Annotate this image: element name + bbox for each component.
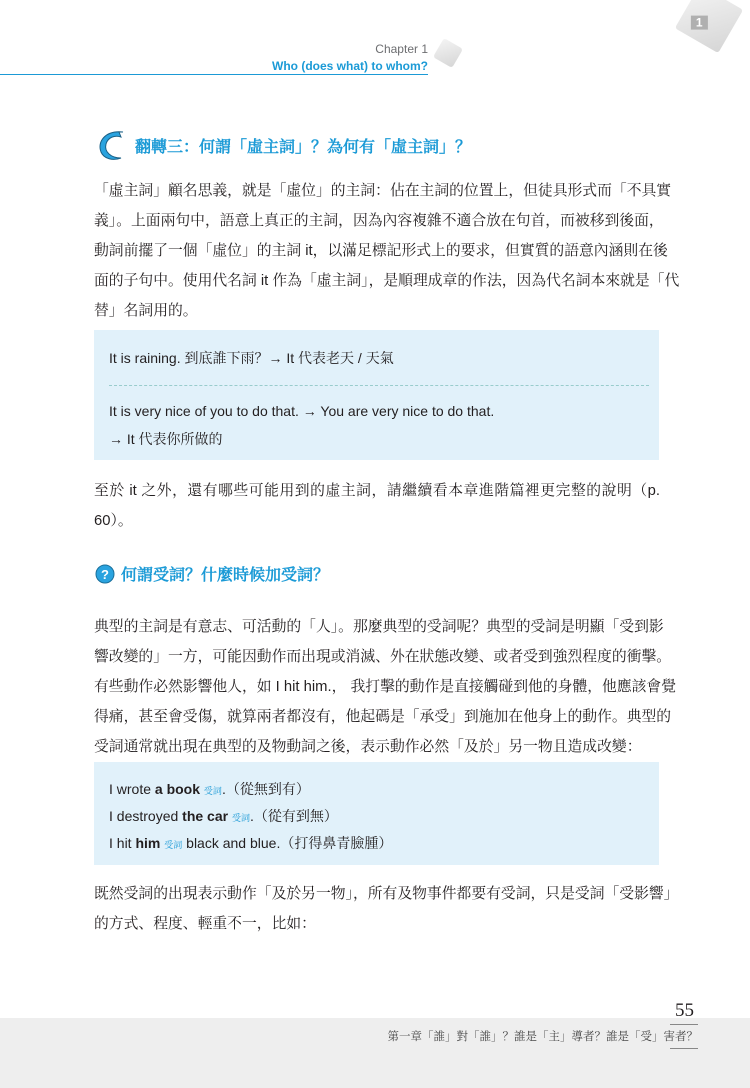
text-line: 至於 it 之外，還有哪些可能用到的虛主詞，請繼續看本章進階篇裡更完整的說明（p. (94, 483, 660, 499)
text-line: 得痛，甚至會受傷，就算兩者都沒有，他起碼是「承受」到施加在他身上的動作。典型的 (94, 709, 672, 725)
example-line: I wrote a book 受詞.（從無到有） (109, 781, 310, 797)
paragraph (94, 612, 677, 762)
footer-rule (670, 1024, 698, 1025)
text-line: 既然受詞的出現表示動作「及於另一物」，所有及物事件都要有受詞，只是受詞「受影響」 (94, 886, 679, 902)
chapter-tab-cube (675, 0, 743, 53)
chapter-tab-number: 1 (691, 16, 708, 30)
text-line: 動詞前擺了一個「虛位」的主詞 it，以滿足標記形式上的要求，但實質的語意內涵則在後 (94, 243, 668, 259)
footer-rule (670, 1048, 698, 1049)
section-heading-2 (95, 562, 329, 585)
paragraph (94, 476, 660, 536)
dashed-divider (109, 385, 649, 386)
section-heading-1 (95, 128, 471, 162)
text-line: 響改變的」一方，可能因動作而出現或消滅、外在狀態改變、或者受到強烈程度的衝擊。 (94, 649, 672, 665)
question-icon (95, 564, 115, 584)
cube-icon (433, 38, 463, 68)
paragraph (94, 879, 679, 939)
chapter-label: Chapter 1 (375, 42, 428, 56)
text-line: 「虛主詞」顧名思義，就是「虛位」的主詞：佔在主詞的位置上，但徒具形式而「不具實 (94, 183, 672, 199)
text-line: 義」。上面兩句中，語意上真正的主詞，因為內容複雜不適合放在句首，而被移到後面， (94, 213, 664, 229)
svg-text:?: ? (101, 566, 109, 582)
example-box (94, 330, 659, 460)
curved-arrow-icon (95, 128, 129, 162)
text-line: 的方式、程度、輕重不一，比如： (94, 916, 316, 932)
running-title: 第一章「誰」對「誰」？誰是「主」導者？誰是「受」害者？ (387, 1031, 698, 1043)
header-rule (0, 74, 428, 75)
example-line: It is raining. 到底誰下雨？→ It 代表老天 / 天氣 (109, 350, 394, 366)
example-line: I destroyed the car 受詞.（從有到無） (109, 808, 338, 824)
text-line: 受詞通常就出現在典型的及物動詞之後，表示動作必然「及於」另一物且造成改變： (94, 739, 642, 755)
page-number: 55 (675, 1000, 694, 1021)
text-line: 替」名詞用的。 (94, 303, 198, 319)
heading-text: 翻轉三：何謂「虛主詞」？為何有「虛主詞」？ (135, 138, 472, 156)
text-line: 面的子句中。使用代名詞 it 作為「虛主詞」，是順理成章的作法，因為代名詞本來就是「代 (94, 273, 680, 289)
example-box (94, 762, 659, 865)
text-line: 有些動作必然影響他人，如 I hit him.， 我打擊的動作是直接觸碰到他的身體，他應該會覺 (94, 679, 677, 695)
heading-text: 何謂受詞？什麼時候加受詞？ (121, 567, 330, 584)
text-line: 典型的主詞是有意志、可活動的「人」。那麼典型的受詞呢？典型的受詞是明顯「受到影 (94, 619, 664, 635)
chapter-title: Who (does what) to whom? (272, 59, 428, 73)
example-line: I hit him 受詞 black and blue.（打得鼻青臉腫） (109, 835, 393, 851)
paragraph (94, 176, 680, 326)
example-line: It is very nice of you to do that. → You are very nice to do that. (109, 403, 495, 419)
example-line: → It 代表你所做的 (109, 431, 223, 447)
text-line: 60）。 (94, 513, 133, 529)
